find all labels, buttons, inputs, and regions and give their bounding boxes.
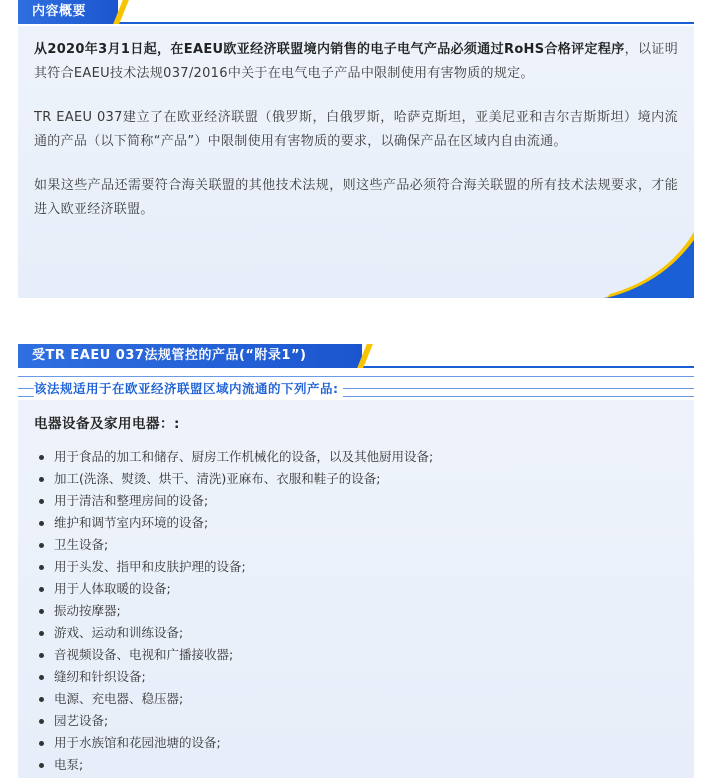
corner-decoration-icon [604, 228, 694, 298]
subheader-stripe [18, 376, 694, 377]
products-panel [18, 400, 694, 778]
summary-paragraph-2: TR EAEU 037建立了在欧亚经济联盟（俄罗斯，白俄罗斯，哈萨克斯坦，亚美尼亚和吉尔吉斯斯坦）境内流通的产品（以下简称“产品”）中限制使用有害物质的要求，以确保产品在区域内自由流通。 [34, 110, 678, 149]
scope-subheader [18, 374, 694, 402]
list-item: 用于人体取暖的设备; [34, 578, 678, 600]
list-item: 用于清洁和整理房间的设备; [34, 490, 678, 512]
list-item: 维护和调节室内环境的设备; [34, 512, 678, 534]
summary-paragraph-3: 如果这些产品还需要符合海关联盟的其他技术法规，则这些产品必须符合海关联盟的所有技术法规要求，才能进入欧亚经济联盟。 [34, 178, 678, 217]
section-tab-label: 内容概要 [32, 4, 87, 19]
content-summary-section [18, 0, 694, 298]
list-item: 缝纫和针织设备; [34, 666, 678, 688]
summary-paragraph-1-bold: 从2020年3月1日起，在EAEU欧亚经济联盟境内销售的电子电气产品必须通过RoHS合格评定程序 [34, 42, 625, 57]
list-item: 振动按摩器; [34, 600, 678, 622]
list-item: 用于头发、指甲和皮肤护理的设备; [34, 556, 678, 578]
list-item: 用于食品的加工和储存、厨房工作机械化的设备，以及其他厨用设备; [34, 446, 678, 468]
section-header [18, 0, 694, 24]
regulated-products-section [18, 344, 694, 778]
section-tab [18, 344, 362, 368]
product-list [34, 446, 678, 776]
list-item: 用于水族馆和花园池塘的设备; [34, 732, 678, 754]
list-item: 电泵; [34, 754, 678, 776]
section-tab-label: 受TR EAEU 037法规管控的产品(“附录1”) [32, 348, 307, 363]
list-item: 卫生设备; [34, 534, 678, 556]
list-item: 音视频设备、电视和广播接收器; [34, 644, 678, 666]
scope-subheader-text: 该法规适用于在欧亚经济联盟区域内流通的下列产品: [34, 379, 343, 397]
list-item: 电源、充电器、稳压器; [34, 688, 678, 710]
list-item: 游戏、运动和训练设备; [34, 622, 678, 644]
summary-paragraph-1 [34, 38, 678, 86]
summary-panel [18, 26, 694, 298]
list-item: 园艺设备; [34, 710, 678, 732]
list-item: 加工(洗涤、熨烫、烘干、清洗)亚麻布、衣服和鞋子的设备; [34, 468, 678, 490]
summary-paragraph-1-rest: ，以证明其符合EAEU技术法规037/2016中关于在电气电子产品中限制使用有害物质的规定。 [34, 42, 679, 81]
section-header [18, 344, 694, 368]
list-title: 电器设备及家用电器：: [34, 416, 180, 432]
section-tab [18, 0, 118, 24]
